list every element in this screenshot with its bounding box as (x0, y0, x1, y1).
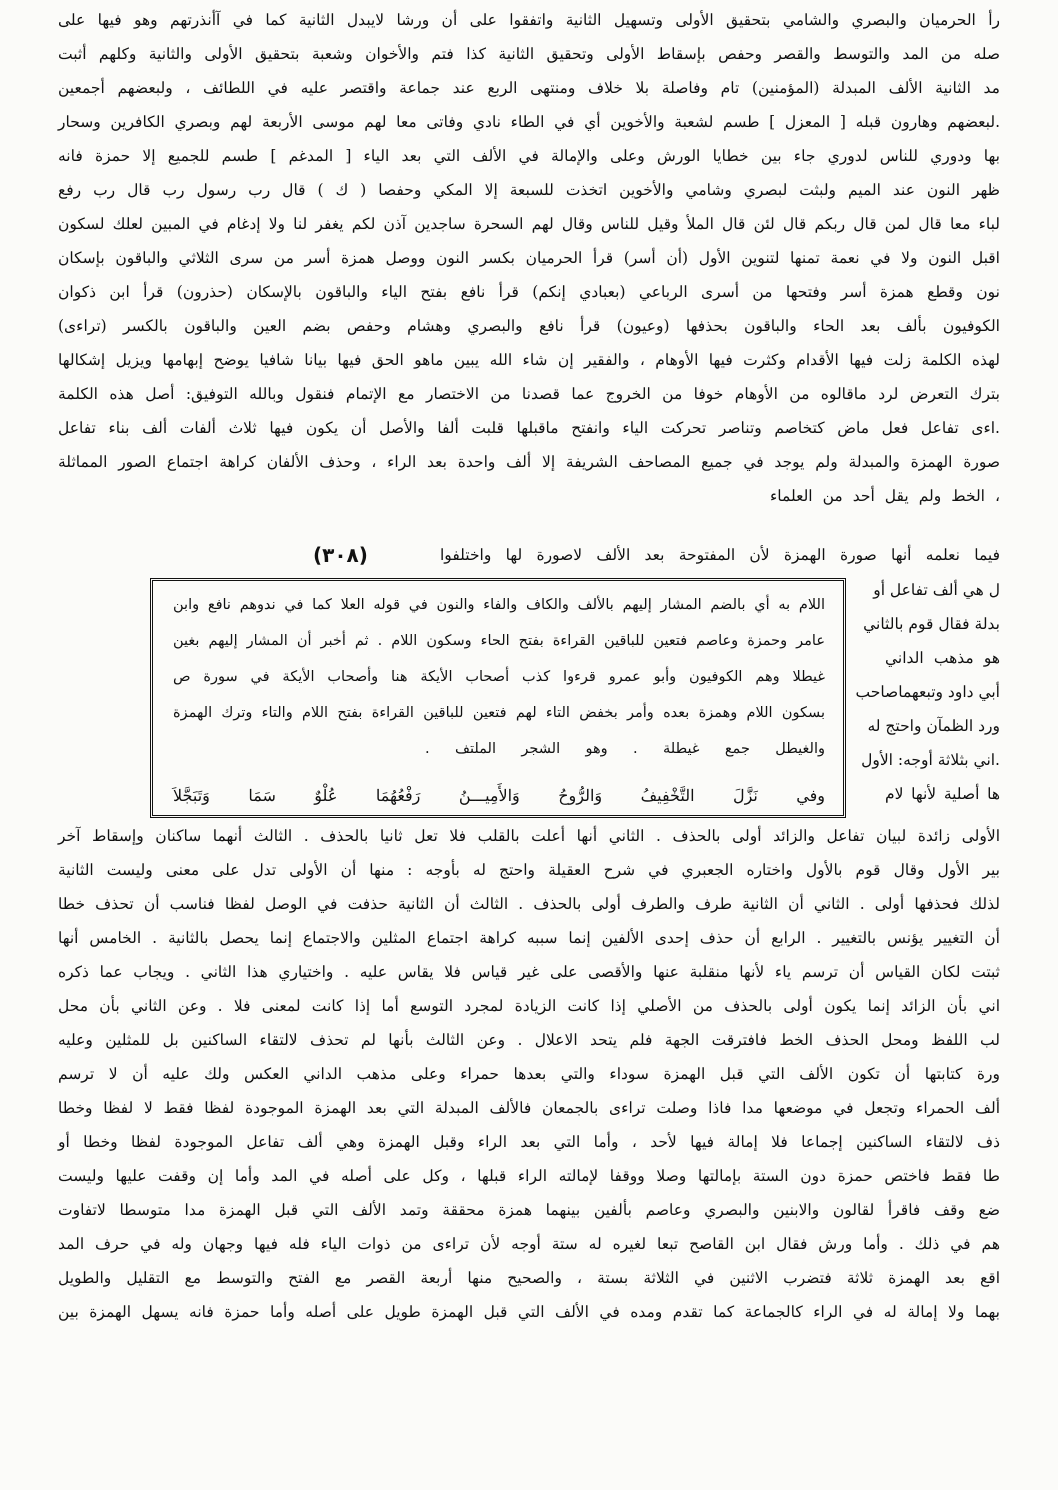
side-text-line: هو مذهب الداني (885, 649, 1000, 667)
side-text-line: ورد الظمآن واحتج له (867, 717, 1000, 735)
text-line: نون وقطع همزة أسر وفتحها من أسرى الرباعي (بعبادي إنكم) قرأ نافع بفتح الياء والباقون بالإسكان (حذرون) قرأ ابن ذكوان (58, 283, 1000, 301)
side-text-line: ها أصلية لأنها لام (885, 785, 1000, 803)
text-line: ضع وقف فاقرأ لقالون والابنين والبصري وعاصم بألفين بينهما همزة محققة وتمد الألف التي قبل الهمزة مدا متوسطا لاتفاوت (58, 1201, 1000, 1219)
text-line: ذف لالتقاء الساكنين إجماعا فلا إمالة فيها لأحد ، وأما التي بعد الراء وقبل الهمزة وهي ألف تفاعل الموجودة لفظا وخطا أو (58, 1133, 1000, 1151)
side-text-line: .اني بثلاثة أوجه: الأول (861, 751, 1000, 769)
footnote-line: بسكون اللام وهمزة بعده وأمر بخفض التاء لهم فتعين للباقين القراءة بفتح اللام والتاء وترك الهمزة (173, 705, 825, 721)
text-line: لهذه الكلمة زلت فيها الأقدام وكثرت فيها الأوهام ، والفقير إن شاء الله يبين ماهو الحق فيها بيانا شافيا يوضح إبهامها ويزيل إشكالها (58, 351, 1000, 369)
footnote-line: والغيطل جمع غيطلة . وهو الشجر الملتف . (425, 741, 825, 757)
footnote-line: اللام به أي بالضم المشار إليهم بالألف والكاف والفاء والنون في قوله العلا كما في ندوهم نافع وابن (173, 597, 825, 613)
side-text-line: ل هي ألف تفاعل أو (873, 581, 1000, 599)
page-number-row (58, 545, 1000, 567)
text-line: اقع بعد الهمزة ثلاثة فتضرب الاثنين في الثلاثة بستة ، والصحيح منها أربعة القصر مع الفتح والتوسط مع التقليل والطويل (58, 1269, 1000, 1287)
text-line: بهما ولا إمالة له في الراء كالجماعة كما تقدم ومده في الألف التي قبل الهمزة طويل على أصله وأما حمزة فانه يسهل الهمزة بين (58, 1303, 1000, 1321)
text-line: الكوفيون بألف بعد الحاء والباقون بحذفها (وعيون) قرأ نافع والبصري وهشام وحفص بضم العين والباقون بالكسر (تراءى) (58, 317, 1000, 335)
text-line: ظهر النون عند الميم ولبثت لبصري وشامي والأخوين اتخذت للسبعة إلا المكي وحفصا ( ك ) قال رب رسول رب قال رب رفع (58, 181, 1000, 199)
text-line: صورة الهمزة والمبدلة ولم يوجد في جميع المصاحف الشريفة إلا ألف واحدة بعد الراء ، وحذف الألفان كراهة اجتماع الصور المماثلة (58, 453, 1000, 471)
text-line: ، الخط ولم يقل أحد من العلماء (770, 487, 1000, 505)
page-number: (٣٠٨) (313, 543, 368, 567)
text-line: ثبتت لكان القياس أن ترسم ياء لأنها منقلبة عنها والأقصى على غير قياس فلا يقاس عليه . واختياري هذا الثاني . ويجاب عما ذكره (58, 963, 1000, 981)
text-line: .اءى تفاعل فعل ماض كتخاصم وتناصر تحركت الياء وانفتح ماقبلها قلبت ألفا والأصل أن يكون فيها ثلاث ألفات ألف بناء تفاعل (58, 419, 1000, 437)
text-line: ألف الحمراء وتجعل في موضعها مدا فاذا وصلت تراءى بالجمعان فالألف المبدلة التي بعد الهمزة الموجودة لفظا فقط لا لفظا وخطا (58, 1099, 1000, 1117)
footnote-line: عامر وحمزة وعاصم فتعين للباقين القراءة بفتح الحاء وسكون اللام . ثم أخبر أن المشار إليهم بغين (173, 633, 825, 649)
footnote-box (150, 578, 846, 818)
footnote-verse: وفي نَزَّلَ التَّخْفِيفُ وَالرُّوحُ وَالأَمِيـــنُ رَفْعُهُمَا عُلْوٌ سَمَا وَتَبَجَّلاَ (173, 786, 825, 805)
text-line: هم في ذلك . وأما ورش فقال ابن القاصح تبعا لغيره له ستة أوجه لأن تراءى من ذوات الياء فله فيها وجهان وله في حرف المد (58, 1235, 1000, 1253)
text-line: .لبعضهم وهارون قبله [ المعزل ] طسم لشعبة والأخوين أي في الطاء نادي وفاتى معا لهم موسى الأربعة لهم وبصري الكافرين وسحار (58, 113, 1000, 131)
side-text-line: بدلة فقال قوم بالثاني (863, 615, 1000, 633)
text-line: اقبل النون ولا في نعمة تمنها لتنوين الأول (أن أسر) قرأ الحرميان بكسر النون ووصل همزة أسر من سرى الثلاثي والباقون بإسكان (58, 249, 1000, 267)
footnote-line: غيطلا وهم الكوفيون وأبو عمرو قرءوا كذب أصحاب الأيكة هنا وأصحاب الأيكة في سورة ص (173, 669, 825, 685)
text-line: ورة كتابتها أن تكون الألف التي قبل الهمزة سوداء والتي بعدها حمراء وعلى مذهب الداني العكس ولك عليه أن لا ترسم (58, 1065, 1000, 1083)
text-line: مد الثانية الألف المبدلة (المؤمنين) تام وفاصلة بلا خلاف ومنتهى الربع عند جماعة واقتصر عليه في اللطائف ، ولبعضهم أجمعين (58, 79, 1000, 97)
text-line: بترك التعرض لرد ماقالوه من الأوهام خوفا من الخروج عما قصدنا من الاختصار مع الإتمام فنقول وبالله التوفيق: أصل هذه الكلمة (58, 385, 1000, 403)
text-line: بير الأول وقال قوم بالأول واختاره الجعبري في شرح العقيلة واحتج له بأوجه : منها أن الأولى تدل على معنى وليست الثانية (58, 861, 1000, 879)
text-line: رأ الحرميان والبصري والشامي بتحقيق الأولى وتسهيل الثانية واتفقوا على أن ورشا لايبدل الثانية كما في آأنذرتهم وهو فيها على (58, 11, 1000, 29)
text-line: أن التغيير يؤنس بالتغيير . الرابع أن حذف إحدى الألفين إنما سببه كراهة اجتماع المثلين والاجتماع إنما يحصل بالثانية . الخامس أنها (58, 929, 1000, 947)
text-line: بها ودوري للناس لدوري جاء بين خطايا الورش وعلى والإمالة في الألف التي بعد الياء [ المدغم ] طسم للجميع إلا حمزة فانه (58, 147, 1000, 165)
text-line: فيما نعلمه أنها صورة الهمزة لأن المفتوحة بعد الألف لاصورة لها واختلفوا (440, 546, 1000, 564)
text-line: لب اللفظ ومحل الحذف الخط فافترقت الجهة فلم يتحد الاعلال . وعن الثالث بأنها لم تحذف لالتقاء الساكنين بل للمثلين وعليه (58, 1031, 1000, 1049)
text-line: اني بأن الزائد إنما يكون أولى بالحذف من الأصلي إذا كانت الزيادة لمجرد التوسع أما إذا كانت لمعنى فلا . وعن الثاني بأن محل (58, 997, 1000, 1015)
text-line: الأولى زائدة لبيان تفاعل والزائد أولى بالحذف . الثاني أنها أعلت بالقلب فلا تعل ثانيا بالحذف . الثالث أنهما ساكنان وإسقاط آخر (58, 827, 1000, 845)
side-text-line: أبي داود وتبعهماصاحب (855, 683, 1000, 701)
text-line: لباء معا قال لمن قال ربكم قال لئن قال الملأ وقيل للناس وقال لهم السحرة ساجدين آذن لكم يغفر لنا ولا إدغام في المبين لعلك لسكون (58, 215, 1000, 233)
text-line: طا فقط فاختص حمزة دون الستة بإمالتها وصلا ووقفا لإمالته الراء قبلها ، وكل على أصله في المد وأما إن وقفت عليها وليست (58, 1167, 1000, 1185)
text-line: لذلك فحذفها أولى . الثاني أن الثانية طرف والطرف أولى بالحذف . الثالث أن الثانية حذفت في الوصل لفظا فناسب أن تحذف خطا (58, 895, 1000, 913)
text-line: صله من المد والتوسط والقصر وحفص بإسقاط الأولى وتحقيق الثانية كذا فتم والأخوان وشعبة بتحقيق الأولى والثانية وكلهم أثبت (58, 45, 1000, 63)
